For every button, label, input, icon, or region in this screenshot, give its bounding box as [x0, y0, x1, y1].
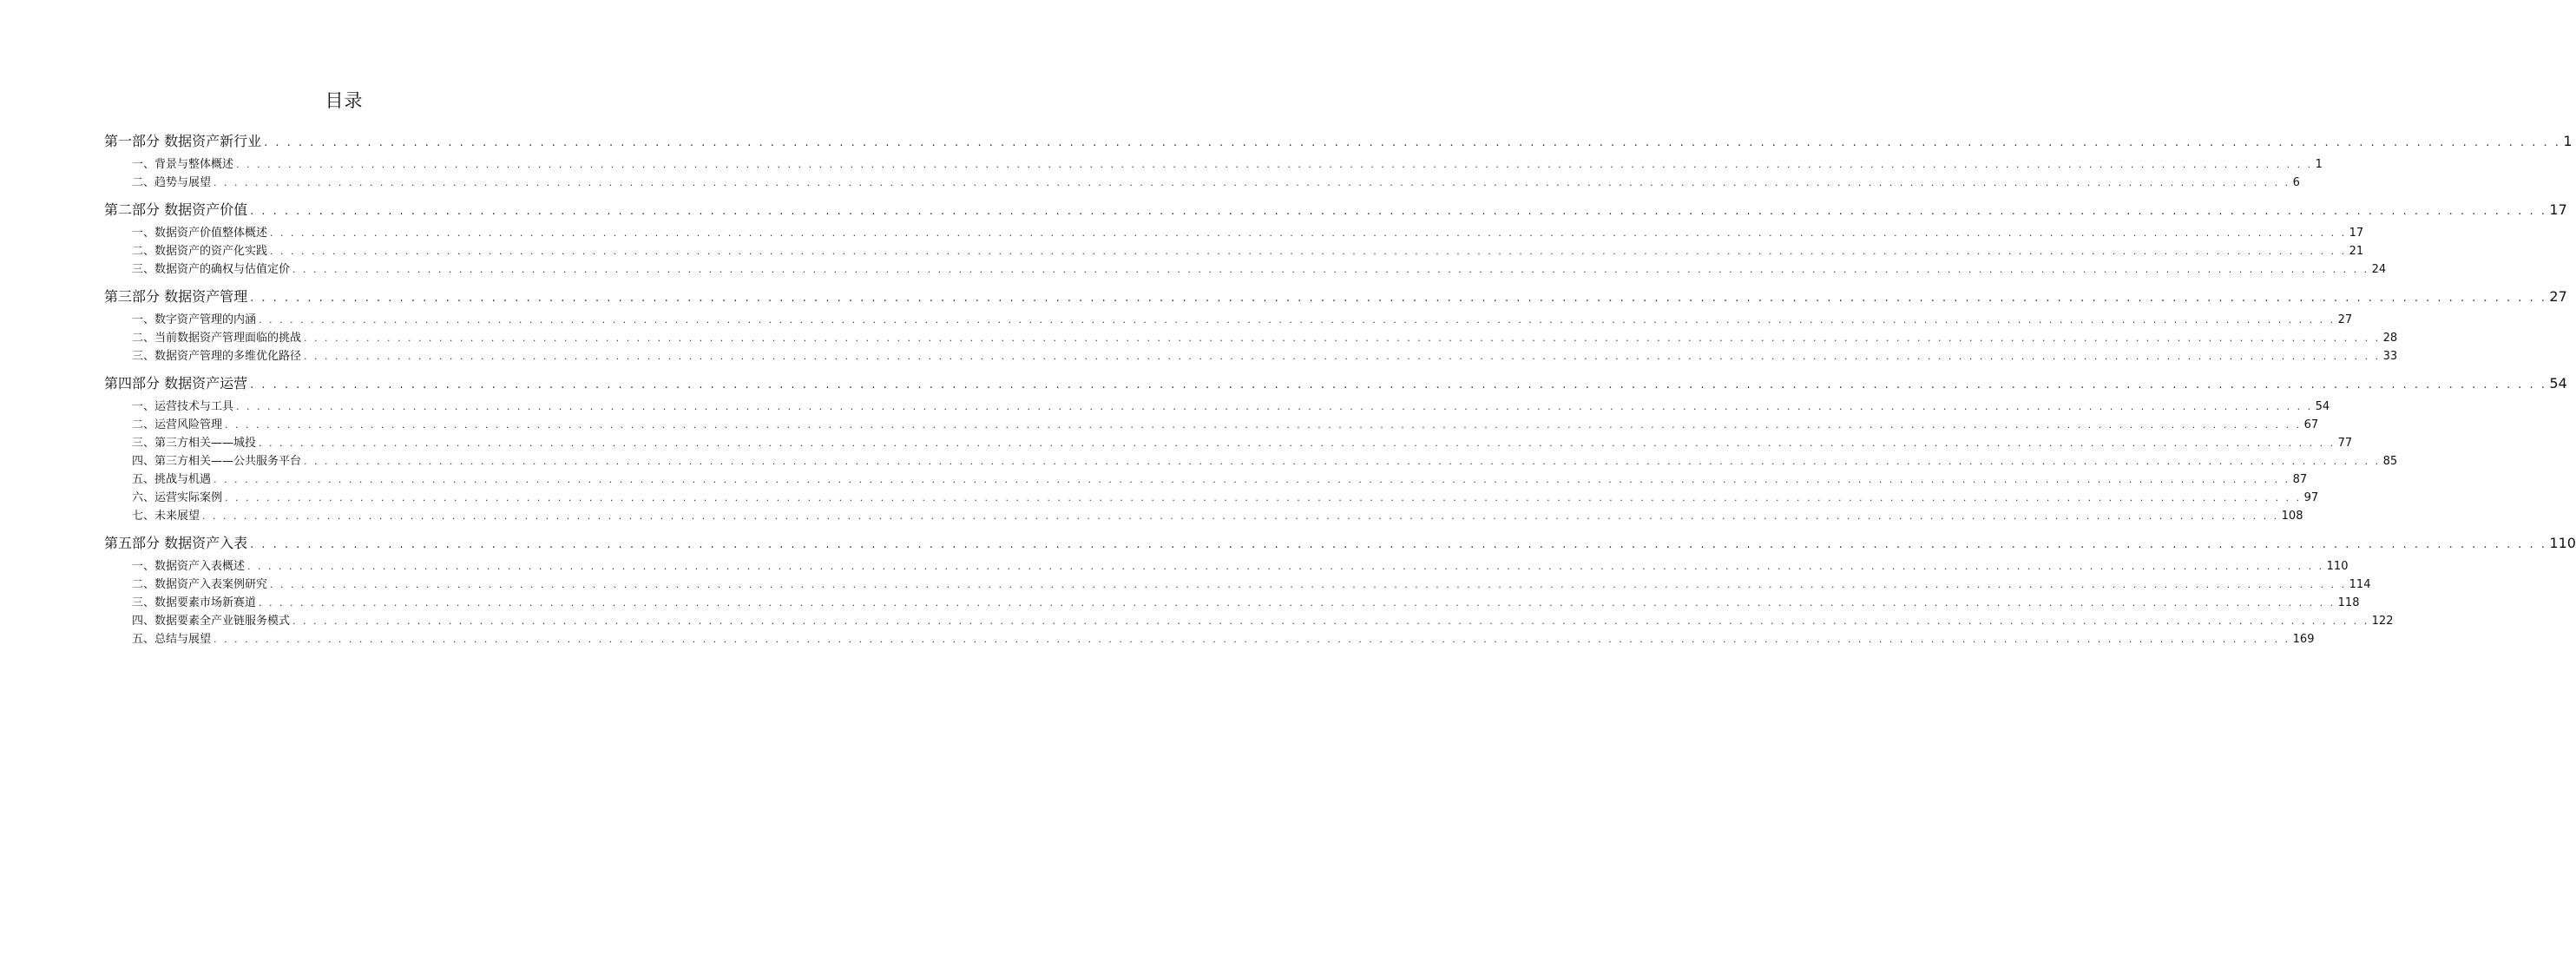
toc-section-entry-page-number: 27	[2337, 313, 2353, 326]
toc-section-entry-label: 三、数据资产的确权与估值定价	[132, 263, 291, 276]
toc-section-entry-label: 一、数据资产价值整体概述	[132, 227, 268, 240]
toc-section-entry[interactable]	[104, 594, 2360, 612]
toc-part-entry[interactable]	[104, 283, 2567, 307]
dot-leader: . . . . . . . . . . . . . . . . . . . . . . . . . . . . . . . . . . . . . . . . . . . . . . . . . . . . . . . . . . . . . . . . . . . . . . . . . . . . . . . . . . . . . . . . . . . . . . . . . . . . . . . . . . . . . . . . . . . . . . . . . . . . . . . . . . . . . . . . . . . . . . . . . . . . . . . . . . . . . . . . . . . . . . . . . . . . . . . . . . . . . . . . . . . . . . . . . . . . . . . .	[247, 561, 2324, 572]
toc-section-entry[interactable]	[104, 507, 2303, 525]
toc-section-entry[interactable]	[104, 612, 2394, 630]
toc-section-entry-label: 一、背景与整体概述	[132, 158, 234, 171]
dot-leader: . . . . . . . . . . . . . . . . . . . . . . . . . . . . . . . . . . . . . . . . . . . . . . . . . . . . . . . . . . . . . . . . . . . . . . . . . . . . . . . . . . . . . . . . . . . . . . . . . . . . . . . . . . . . . . . . . . . . . . . . . . . . . . . . . . . . . . . . . . . . . . . . . . . . . . . . . . . . . . . . . . . . . . . . . . . . . . . . . . . . . . . . . . . . . . . . . . . . . . . .	[250, 205, 2547, 218]
toc-section-entry-label: 二、数据资产入表案例研究	[132, 578, 268, 591]
dot-leader: . . . . . . . . . . . . . . . . . . . . . . . . . . . . . . . . . . . . . . . . . . . . . . . . . . . . . . . . . . . . . . . . . . . . . . . . . . . . . . . . . . . . . . . . . . . . . . . . . . . . . . . . . . . . . . . . . . . . . . . . . . . . . . . . . . . . . . . . . . . . . . . . . . . . . . . . . . . . . . . . . . . . . . . . . . . . . . . . . . . . . . . . . . . . . . . . . . . . . . . .	[225, 492, 2302, 503]
toc-section-entry-label: 二、当前数据资产管理面临的挑战	[132, 332, 302, 345]
toc-section-entry-page-number: 1	[2315, 158, 2323, 171]
dot-leader: . . . . . . . . . . . . . . . . . . . . . . . . . . . . . . . . . . . . . . . . . . . . . . . . . . . . . . . . . . . . . . . . . . . . . . . . . . . . . . . . . . . . . . . . . . . . . . . . . . . . . . . . . . . . . . . . . . . . . . . . . . . . . . . . . . . . . . . . . . . . . . . . . . . . . . . . . . . . . . . . . . . . . . . . . . . . . . . . . . . . . . . . . . . . . . . . . . . . . . . .	[259, 597, 2336, 609]
dot-leader: . . . . . . . . . . . . . . . . . . . . . . . . . . . . . . . . . . . . . . . . . . . . . . . . . . . . . . . . . . . . . . . . . . . . . . . . . . . . . . . . . . . . . . . . . . . . . . . . . . . . . . . . . . . . . . . . . . . . . . . . . . . . . . . . . . . . . . . . . . . . . . . . . . . . . . . . . . . . . . . . . . . . . . . . . . . . . . . . . . . . . . . . . . . . . . . . . . . . . . . .	[225, 419, 2302, 431]
toc-part-entry-label: 第五部分 数据资产入表	[104, 535, 248, 551]
toc-section-entry-page-number: 118	[2337, 596, 2360, 609]
toc-section-entry-page-number: 33	[2382, 350, 2398, 363]
toc-section-entry-page-number: 122	[2371, 615, 2394, 628]
toc-section-entry-page-number: 87	[2292, 473, 2308, 486]
toc-part-entry-page-number: 110	[2549, 535, 2576, 551]
toc-section-entry[interactable]	[104, 174, 2300, 192]
toc-section-entry-label: 七、未来展望	[132, 510, 200, 523]
dot-leader: . . . . . . . . . . . . . . . . . . . . . . . . . . . . . . . . . . . . . . . . . . . . . . . . . . . . . . . . . . . . . . . . . . . . . . . . . . . . . . . . . . . . . . . . . . . . . . . . . . . . . . . . . . . . . . . . . . . . . . . . . . . . . . . . . . . . . . . . . . . . . . . . . . . . . . . . . . . . . . . . . . . . . . . . . . . . . . . . . . . . . . . . . . . . . . . . . . . . . . . .	[292, 615, 2369, 627]
dot-leader: . . . . . . . . . . . . . . . . . . . . . . . . . . . . . . . . . . . . . . . . . . . . . . . . . . . . . . . . . . . . . . . . . . . . . . . . . . . . . . . . . . . . . . . . . . . . . . . . . . . . . . . . . . . . . . . . . . . . . . . . . . . . . . . . . . . . . . . . . . . . . . . . . . . . . . . . . . . . . . . . . . . . . . . . . . . . . . . . . . . . . . . . . . . . . . . . . . . . . . . .	[270, 227, 2347, 239]
dot-leader: . . . . . . . . . . . . . . . . . . . . . . . . . . . . . . . . . . . . . . . . . . . . . . . . . . . . . . . . . . . . . . . . . . . . . . . . . . . . . . . . . . . . . . . . . . . . . . . . . . . . . . . . . . . . . . . . . . . . . . . . . . . . . . . . . . . . . . . . . . . . . . . . . . . . . . . . . . . . . . . . . . . . . . . . . . . . . . . . . . . . . . . . . . . . . . . . . . . . . . . .	[214, 634, 2290, 645]
toc-section-entry[interactable]	[104, 224, 2364, 242]
toc-section-entry[interactable]	[104, 347, 2398, 365]
toc-part-entry-label: 第四部分 数据资产运营	[104, 375, 248, 392]
table-of-contents	[104, 123, 2576, 648]
toc-section-entry-label: 六、运营实际案例	[132, 491, 223, 504]
toc-section-entry-label: 一、数字资产管理的内涵	[132, 313, 257, 326]
toc-section-entry[interactable]	[104, 155, 2323, 174]
toc-section-entry-label: 三、第三方相关——城投	[132, 437, 257, 450]
toc-section-entry[interactable]	[104, 452, 2398, 471]
toc-part-group	[104, 370, 2567, 525]
toc-part-group	[104, 128, 2573, 192]
dot-leader: . . . . . . . . . . . . . . . . . . . . . . . . . . . . . . . . . . . . . . . . . . . . . . . . . . . . . . . . . . . . . . . . . . . . . . . . . . . . . . . . . . . . . . . . . . . . . . . . . . . . . . . . . . . . . . . . . . . . . . . . . . . . . . . . . . . . . . . . . . . . . . . . . . . . . . . . . . . . . . . . . . . . . . . . . . . . . . . . . . . . . . . . . . . . . . . . . . . . . . . .	[259, 314, 2336, 326]
toc-section-entry-label: 四、第三方相关——公共服务平台	[132, 455, 302, 468]
toc-section-list	[104, 220, 2387, 279]
toc-section-entry-label: 二、趋势与展望	[132, 176, 212, 189]
toc-part-group	[104, 196, 2567, 279]
toc-part-group	[104, 530, 2576, 648]
toc-section-entry-page-number: 110	[2326, 560, 2349, 573]
toc-section-entry-label: 一、运营技术与工具	[132, 400, 234, 413]
dot-leader: . . . . . . . . . . . . . . . . . . . . . . . . . . . . . . . . . . . . . . . . . . . . . . . . . . . . . . . . . . . . . . . . . . . . . . . . . . . . . . . . . . . . . . . . . . . . . . . . . . . . . . . . . . . . . . . . . . . . . . . . . . . . . . . . . . . . . . . . . . . . . . . . . . . . . . . . . . . . . . . . . . . . . . . . . . . . . . . . . . . . . . . . . . . . . . . . . . . . . . . .	[304, 332, 2381, 344]
toc-section-entry[interactable]	[104, 260, 2387, 279]
toc-section-list	[104, 307, 2398, 365]
toc-section-entry-page-number: 17	[2349, 227, 2364, 240]
toc-part-entry[interactable]	[104, 128, 2573, 152]
toc-section-entry[interactable]	[104, 471, 2308, 489]
dot-leader: . . . . . . . . . . . . . . . . . . . . . . . . . . . . . . . . . . . . . . . . . . . . . . . . . . . . . . . . . . . . . . . . . . . . . . . . . . . . . . . . . . . . . . . . . . . . . . . . . . . . . . . . . . . . . . . . . . . . . . . . . . . . . . . . . . . . . . . . . . . . . . . . . . . . . . . . . . . . . . . . . . . . . . . . . . . . . . . . . . . . . . . . . . . . . . . . . . . . . . . .	[259, 438, 2336, 449]
dot-leader: . . . . . . . . . . . . . . . . . . . . . . . . . . . . . . . . . . . . . . . . . . . . . . . . . . . . . . . . . . . . . . . . . . . . . . . . . . . . . . . . . . . . . . . . . . . . . . . . . . . . . . . . . . . . . . . . . . . . . . . . . . . . . . . . . . . . . . . . . . . . . . . . . . . . . . . . . . . . . . . . . . . . . . . . . . . . . . . . . . . . . . . . . . . . . . . . . . . . . . . .	[236, 159, 2313, 170]
toc-section-entry[interactable]	[104, 311, 2353, 329]
dot-leader: . . . . . . . . . . . . . . . . . . . . . . . . . . . . . . . . . . . . . . . . . . . . . . . . . . . . . . . . . . . . . . . . . . . . . . . . . . . . . . . . . . . . . . . . . . . . . . . . . . . . . . . . . . . . . . . . . . . . . . . . . . . . . . . . . . . . . . . . . . . . . . . . . . . . . . . . . . . . . . . . . . . . . . . . . . . . . . . . . . . . . . . . . . . . . . . . . . . . . . . .	[264, 136, 2561, 149]
toc-part-entry[interactable]	[104, 196, 2567, 220]
toc-section-entry-page-number: 67	[2303, 418, 2319, 431]
toc-section-entry-label: 二、运营风险管理	[132, 418, 223, 431]
toc-section-entry-page-number: 6	[2292, 176, 2300, 189]
dot-leader: . . . . . . . . . . . . . . . . . . . . . . . . . . . . . . . . . . . . . . . . . . . . . . . . . . . . . . . . . . . . . . . . . . . . . . . . . . . . . . . . . . . . . . . . . . . . . . . . . . . . . . . . . . . . . . . . . . . . . . . . . . . . . . . . . . . . . . . . . . . . . . . . . . . . . . . . . . . . . . . . . . . . . . . . . . . . . . . . . . . . . . . . . . . . . . . . . . . . . . . .	[250, 378, 2547, 392]
toc-part-entry-page-number: 1	[2563, 133, 2573, 149]
toc-section-entry-label: 三、数据资产管理的多维优化路径	[132, 350, 302, 363]
toc-section-entry-page-number: 114	[2349, 578, 2371, 591]
toc-part-entry-label: 第二部分 数据资产价值	[104, 201, 248, 218]
toc-section-entry-page-number: 28	[2382, 332, 2398, 345]
toc-part-entry-label: 第一部分 数据资产新行业	[104, 133, 262, 149]
toc-section-list	[104, 394, 2398, 525]
toc-section-list	[104, 554, 2394, 648]
dot-leader: . . . . . . . . . . . . . . . . . . . . . . . . . . . . . . . . . . . . . . . . . . . . . . . . . . . . . . . . . . . . . . . . . . . . . . . . . . . . . . . . . . . . . . . . . . . . . . . . . . . . . . . . . . . . . . . . . . . . . . . . . . . . . . . . . . . . . . . . . . . . . . . . . . . . . . . . . . . . . . . . . . . . . . . . . . . . . . . . . . . . . . . . . . . . . . . . . . . . . . . .	[214, 474, 2290, 485]
dot-leader: . . . . . . . . . . . . . . . . . . . . . . . . . . . . . . . . . . . . . . . . . . . . . . . . . . . . . . . . . . . . . . . . . . . . . . . . . . . . . . . . . . . . . . . . . . . . . . . . . . . . . . . . . . . . . . . . . . . . . . . . . . . . . . . . . . . . . . . . . . . . . . . . . . . . . . . . . . . . . . . . . . . . . . . . . . . . . . . . . . . . . . . . . . . . . . . . . . . . . . . .	[270, 579, 2347, 590]
toc-section-entry[interactable]	[104, 329, 2398, 347]
dot-leader: . . . . . . . . . . . . . . . . . . . . . . . . . . . . . . . . . . . . . . . . . . . . . . . . . . . . . . . . . . . . . . . . . . . . . . . . . . . . . . . . . . . . . . . . . . . . . . . . . . . . . . . . . . . . . . . . . . . . . . . . . . . . . . . . . . . . . . . . . . . . . . . . . . . . . . . . . . . . . . . . . . . . . . . . . . . . . . . . . . . . . . . . . . . . . . . . . . . . . . . .	[214, 177, 2290, 188]
toc-section-entry[interactable]	[104, 489, 2319, 507]
toc-section-entry-label: 二、数据资产的资产化实践	[132, 245, 268, 258]
toc-section-list	[104, 152, 2323, 192]
dot-leader: . . . . . . . . . . . . . . . . . . . . . . . . . . . . . . . . . . . . . . . . . . . . . . . . . . . . . . . . . . . . . . . . . . . . . . . . . . . . . . . . . . . . . . . . . . . . . . . . . . . . . . . . . . . . . . . . . . . . . . . . . . . . . . . . . . . . . . . . . . . . . . . . . . . . . . . . . . . . . . . . . . . . . . . . . . . . . . . . . . . . . . . . . . . . . . . . . . . . . . . .	[250, 538, 2547, 551]
toc-section-entry-label: 四、数据要素全产业链服务模式	[132, 615, 291, 628]
toc-part-entry-page-number: 54	[2549, 375, 2567, 392]
toc-section-entry-label: 三、数据要素市场新赛道	[132, 596, 257, 609]
toc-part-entry[interactable]	[104, 530, 2576, 554]
toc-section-entry[interactable]	[104, 416, 2319, 434]
toc-section-entry-label: 一、数据资产入表概述	[132, 560, 246, 573]
toc-section-entry-page-number: 54	[2315, 400, 2330, 413]
toc-section-entry-page-number: 85	[2382, 455, 2398, 468]
toc-section-entry-page-number: 21	[2349, 245, 2364, 258]
toc-section-entry-page-number: 77	[2337, 437, 2353, 450]
toc-section-entry-page-number: 169	[2292, 633, 2315, 646]
dot-leader: . . . . . . . . . . . . . . . . . . . . . . . . . . . . . . . . . . . . . . . . . . . . . . . . . . . . . . . . . . . . . . . . . . . . . . . . . . . . . . . . . . . . . . . . . . . . . . . . . . . . . . . . . . . . . . . . . . . . . . . . . . . . . . . . . . . . . . . . . . . . . . . . . . . . . . . . . . . . . . . . . . . . . . . . . . . . . . . . . . . . . . . . . . . . . . . . . . . . . . . .	[270, 246, 2347, 257]
toc-part-entry[interactable]	[104, 370, 2567, 394]
toc-section-entry-label: 五、挑战与机遇	[132, 473, 212, 486]
page-title: 目录	[325, 90, 364, 111]
toc-section-entry-page-number: 108	[2281, 510, 2303, 523]
toc-section-entry[interactable]	[104, 630, 2315, 648]
toc-part-entry-label: 第三部分 数据资产管理	[104, 288, 248, 305]
toc-section-entry-label: 五、总结与展望	[132, 633, 212, 646]
toc-section-entry[interactable]	[104, 434, 2353, 452]
toc-section-entry[interactable]	[104, 398, 2330, 416]
toc-section-entry[interactable]	[104, 242, 2364, 260]
toc-section-entry[interactable]	[104, 576, 2371, 594]
toc-section-entry-page-number: 97	[2303, 491, 2319, 504]
toc-part-entry-page-number: 27	[2549, 288, 2567, 305]
toc-section-entry[interactable]	[104, 557, 2349, 576]
toc-section-entry-page-number: 24	[2371, 263, 2387, 276]
dot-leader: . . . . . . . . . . . . . . . . . . . . . . . . . . . . . . . . . . . . . . . . . . . . . . . . . . . . . . . . . . . . . . . . . . . . . . . . . . . . . . . . . . . . . . . . . . . . . . . . . . . . . . . . . . . . . . . . . . . . . . . . . . . . . . . . . . . . . . . . . . . . . . . . . . . . . . . . . . . . . . . . . . . . . . . . . . . . . . . . . . . . . . . . . . . . . . . . . . . . . . . .	[250, 292, 2547, 305]
toc-part-entry-page-number: 17	[2549, 201, 2567, 218]
dot-leader: . . . . . . . . . . . . . . . . . . . . . . . . . . . . . . . . . . . . . . . . . . . . . . . . . . . . . . . . . . . . . . . . . . . . . . . . . . . . . . . . . . . . . . . . . . . . . . . . . . . . . . . . . . . . . . . . . . . . . . . . . . . . . . . . . . . . . . . . . . . . . . . . . . . . . . . . . . . . . . . . . . . . . . . . . . . . . . . . . . . . . . . . . . . . . . . . . . . . . . . .	[304, 351, 2381, 362]
dot-leader: . . . . . . . . . . . . . . . . . . . . . . . . . . . . . . . . . . . . . . . . . . . . . . . . . . . . . . . . . . . . . . . . . . . . . . . . . . . . . . . . . . . . . . . . . . . . . . . . . . . . . . . . . . . . . . . . . . . . . . . . . . . . . . . . . . . . . . . . . . . . . . . . . . . . . . . . . . . . . . . . . . . . . . . . . . . . . . . . . . . . . . . . . . . . . . . . . . . . . . . .	[202, 510, 2279, 522]
dot-leader: . . . . . . . . . . . . . . . . . . . . . . . . . . . . . . . . . . . . . . . . . . . . . . . . . . . . . . . . . . . . . . . . . . . . . . . . . . . . . . . . . . . . . . . . . . . . . . . . . . . . . . . . . . . . . . . . . . . . . . . . . . . . . . . . . . . . . . . . . . . . . . . . . . . . . . . . . . . . . . . . . . . . . . . . . . . . . . . . . . . . . . . . . . . . . . . . . . . . . . . .	[292, 264, 2369, 275]
dot-leader: . . . . . . . . . . . . . . . . . . . . . . . . . . . . . . . . . . . . . . . . . . . . . . . . . . . . . . . . . . . . . . . . . . . . . . . . . . . . . . . . . . . . . . . . . . . . . . . . . . . . . . . . . . . . . . . . . . . . . . . . . . . . . . . . . . . . . . . . . . . . . . . . . . . . . . . . . . . . . . . . . . . . . . . . . . . . . . . . . . . . . . . . . . . . . . . . . . . . . . . .	[304, 456, 2381, 467]
dot-leader: . . . . . . . . . . . . . . . . . . . . . . . . . . . . . . . . . . . . . . . . . . . . . . . . . . . . . . . . . . . . . . . . . . . . . . . . . . . . . . . . . . . . . . . . . . . . . . . . . . . . . . . . . . . . . . . . . . . . . . . . . . . . . . . . . . . . . . . . . . . . . . . . . . . . . . . . . . . . . . . . . . . . . . . . . . . . . . . . . . . . . . . . . . . . . . . . . . . . . . . .	[236, 401, 2313, 412]
toc-part-group	[104, 283, 2567, 365]
